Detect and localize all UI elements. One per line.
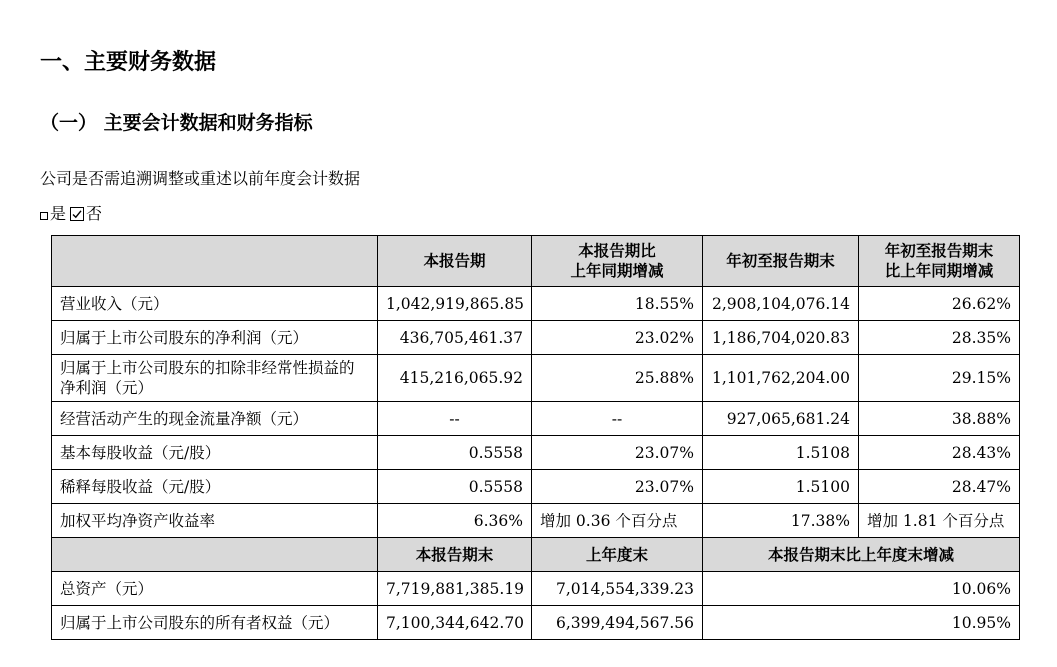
- subsection-heading: （一） 主要会计数据和财务指标: [40, 112, 313, 134]
- cell-ytd-change: 增加 1.81 个百分点: [859, 504, 1020, 538]
- header-period-change: [532, 236, 703, 287]
- row-label: 总资产（元）: [52, 572, 378, 606]
- cell-current-period: 1,042,919,865.85: [378, 287, 532, 321]
- cell-change: 10.06%: [703, 572, 1020, 606]
- table-row: [52, 504, 1020, 538]
- cell-ytd: 1.5100: [703, 470, 859, 504]
- section-heading: 一、主要财务数据: [40, 50, 217, 75]
- table-row: [52, 470, 1020, 504]
- row-label: 归属于上市公司股东的扣除非经常性损益的净利润（元）: [52, 355, 378, 402]
- table-row: [52, 321, 1020, 355]
- table-row: [52, 436, 1020, 470]
- cell-ytd-change: 28.43%: [859, 436, 1020, 470]
- restatement-choice: [40, 203, 102, 225]
- cell-current-period: 0.5558: [378, 436, 532, 470]
- cell-change: 10.95%: [703, 606, 1020, 640]
- cell-ytd-change: 28.47%: [859, 470, 1020, 504]
- cell-ytd-change: 26.62%: [859, 287, 1020, 321]
- cell-period-end: 7,100,344,642.70: [378, 606, 532, 640]
- cell-period-change: 23.07%: [532, 470, 703, 504]
- cell-current-period: 415,216,065.92: [378, 355, 532, 402]
- header-ytd-change-line2: 比上年同期增减: [884, 262, 994, 280]
- yes-label: 是: [50, 204, 67, 223]
- header-current-period: 本报告期: [378, 236, 532, 287]
- subheader-period-end: 本报告期末: [378, 538, 532, 572]
- table-header-row: [52, 236, 1020, 287]
- header-blank-cell: [52, 236, 378, 287]
- cell-period-end: 7,719,881,385.19: [378, 572, 532, 606]
- cell-current-period: --: [378, 402, 532, 436]
- table-row: [52, 287, 1020, 321]
- cell-current-period: 6.36%: [378, 504, 532, 538]
- financial-data-table: [51, 235, 1020, 640]
- cell-period-change: --: [532, 402, 703, 436]
- cell-ytd-change: 38.88%: [859, 402, 1020, 436]
- cell-period-change: 18.55%: [532, 287, 703, 321]
- cell-prior-year-end: 7,014,554,339.23: [532, 572, 703, 606]
- restatement-question: 公司是否需追溯调整或重述以前年度会计数据: [40, 169, 361, 188]
- header-ytd-change-line1: 年初至报告期末: [884, 242, 994, 260]
- row-label: 稀释每股收益（元/股）: [52, 470, 378, 504]
- cell-period-change: 增加 0.36 个百分点: [532, 504, 703, 538]
- cell-ytd: 927,065,681.24: [703, 402, 859, 436]
- header-period-change-line2: 上年同期增减: [570, 262, 664, 280]
- table-row: [52, 402, 1020, 436]
- row-label: 经营活动产生的现金流量净额（元）: [52, 402, 378, 436]
- row-label: 营业收入（元）: [52, 287, 378, 321]
- cell-ytd-change: 28.35%: [859, 321, 1020, 355]
- subheader-prior-year-end: 上年度末: [532, 538, 703, 572]
- row-label: 归属于上市公司股东的净利润（元）: [52, 321, 378, 355]
- header-period-change-line1: 本报告期比: [578, 242, 656, 260]
- cell-period-change: 23.07%: [532, 436, 703, 470]
- cell-prior-year-end: 6,399,494,567.56: [532, 606, 703, 640]
- header-ytd: 年初至报告期末: [703, 236, 859, 287]
- row-label: 归属于上市公司股东的所有者权益（元）: [52, 606, 378, 640]
- subheader-blank-cell: [52, 538, 378, 572]
- cell-ytd: 1.5108: [703, 436, 859, 470]
- header-ytd-change: [859, 236, 1020, 287]
- unchecked-box-icon: [40, 212, 48, 220]
- checked-box-icon: [70, 207, 84, 221]
- table-row: [52, 355, 1020, 402]
- subheader-change: 本报告期末比上年度末增减: [703, 538, 1020, 572]
- table-row: [52, 606, 1020, 640]
- cell-ytd: 1,186,704,020.83: [703, 321, 859, 355]
- table-row: [52, 572, 1020, 606]
- cell-period-change: 23.02%: [532, 321, 703, 355]
- cell-ytd: 17.38%: [703, 504, 859, 538]
- cell-period-change: 25.88%: [532, 355, 703, 402]
- cell-current-period: 436,705,461.37: [378, 321, 532, 355]
- cell-current-period: 0.5558: [378, 470, 532, 504]
- row-label: 加权平均净资产收益率: [52, 504, 378, 538]
- cell-ytd: 2,908,104,076.14: [703, 287, 859, 321]
- cell-ytd: 1,101,762,204.00: [703, 355, 859, 402]
- row-label: 基本每股收益（元/股）: [52, 436, 378, 470]
- cell-ytd-change: 29.15%: [859, 355, 1020, 402]
- no-label: 否: [86, 204, 103, 223]
- table-subheader-row: [52, 538, 1020, 572]
